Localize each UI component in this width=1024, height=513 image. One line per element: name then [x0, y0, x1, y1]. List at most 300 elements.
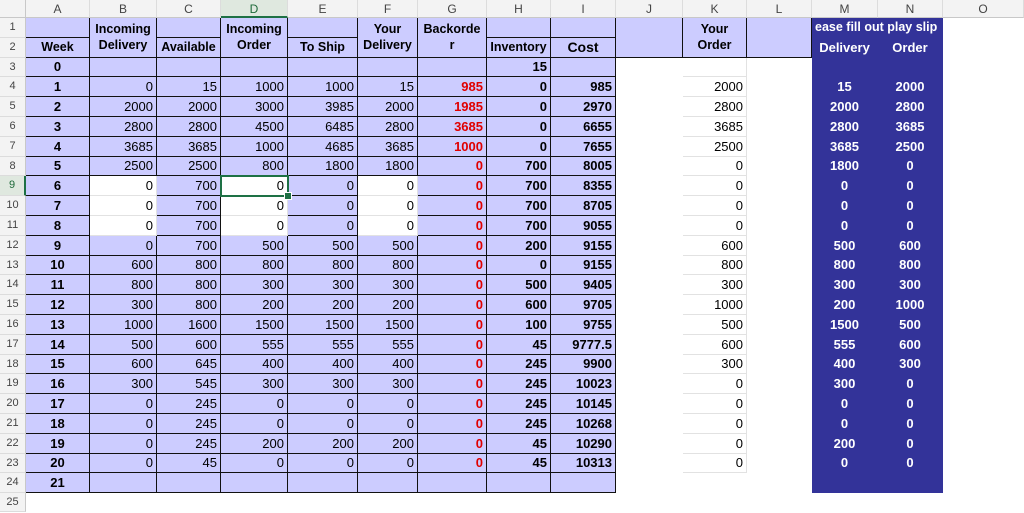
cell-your-delivery-wk14[interactable]: 555 — [358, 335, 418, 355]
cell-incoming-delivery-wk13[interactable]: 1000 — [90, 315, 157, 335]
cell-incoming-delivery-wk10[interactable]: 600 — [90, 256, 157, 276]
cell-incoming-delivery-wk3[interactable]: 2800 — [90, 117, 157, 137]
cell-inventory-wk10[interactable]: 0 — [487, 256, 551, 276]
cell-week-2[interactable]: 2 — [26, 97, 90, 117]
cell-incoming-delivery-wk9[interactable]: 0 — [90, 236, 157, 256]
cell-incoming-order-wk17[interactable]: 0 — [221, 394, 288, 414]
header-inventory[interactable]: Inventory — [487, 38, 551, 58]
cell-incoming-delivery-wk8[interactable]: 0 — [90, 216, 157, 236]
cell-incoming-order-wk1[interactable]: 1000 — [221, 77, 288, 97]
cell-week-1[interactable]: 1 — [26, 77, 90, 97]
cell-cost-wk2[interactable]: 2970 — [551, 97, 616, 117]
cell-inventory-wk7[interactable]: 700 — [487, 196, 551, 216]
cell-backorder-wk14[interactable]: 0 — [418, 335, 487, 355]
cell-available-wk16[interactable]: 545 — [157, 374, 221, 394]
row-header-18[interactable]: 18 — [0, 355, 26, 375]
cell-your-delivery-wk18[interactable]: 0 — [358, 414, 418, 434]
cell-cost-wk16[interactable]: 10023 — [551, 374, 616, 394]
cell-available-wk10[interactable]: 800 — [157, 256, 221, 276]
cell-to-ship-wk5[interactable]: 1800 — [288, 157, 358, 177]
cell-slip-delivery-wk20[interactable]: 0 — [812, 454, 878, 474]
row-header-20[interactable]: 20 — [0, 394, 26, 414]
cell-incoming-delivery-wk18[interactable]: 0 — [90, 414, 157, 434]
cell-slip-delivery-wk4[interactable]: 3685 — [812, 137, 878, 157]
cell-your-order-wk12[interactable]: 1000 — [683, 295, 747, 315]
cell-backorder-wk2[interactable]: 1985 — [418, 97, 487, 117]
cell-to-ship-wk16[interactable]: 300 — [288, 374, 358, 394]
cell-inventory-wk9[interactable]: 200 — [487, 236, 551, 256]
cell-r3-c6[interactable] — [418, 58, 487, 78]
cell-slip-order-wk8[interactable]: 0 — [878, 216, 943, 236]
cell-inventory-wk18[interactable]: 245 — [487, 414, 551, 434]
cell-r3-slip-order[interactable] — [878, 58, 943, 78]
cell-available-wk13[interactable]: 1600 — [157, 315, 221, 335]
cell-cost-wk10[interactable]: 9155 — [551, 256, 616, 276]
cell-slip-delivery-wk15[interactable]: 400 — [812, 355, 878, 375]
cell-incoming-delivery-wk6[interactable]: 0 — [90, 176, 157, 196]
cell-inventory-wk6[interactable]: 700 — [487, 176, 551, 196]
cell-backorder-wk19[interactable]: 0 — [418, 434, 487, 454]
cell-incoming-order-wk2[interactable]: 3000 — [221, 97, 288, 117]
cell-available-wk17[interactable]: 245 — [157, 394, 221, 414]
cell-your-delivery-wk19[interactable]: 200 — [358, 434, 418, 454]
cell-available-wk2[interactable]: 2000 — [157, 97, 221, 117]
column-header-h[interactable]: H — [487, 0, 551, 18]
header-available[interactable]: Available — [157, 38, 221, 58]
cell-incoming-delivery-wk12[interactable]: 300 — [90, 295, 157, 315]
cell-slip-order-wk19[interactable]: 0 — [878, 434, 943, 454]
cell-r24-slip-delivery[interactable] — [812, 473, 878, 493]
cell-cost-wk19[interactable]: 10290 — [551, 434, 616, 454]
cell-week-19[interactable]: 19 — [26, 434, 90, 454]
cell-your-order-wk15[interactable]: 300 — [683, 355, 747, 375]
cell-r24-c2[interactable] — [157, 473, 221, 493]
row-header-5[interactable]: 5 — [0, 97, 26, 117]
cell-backorder-wk7[interactable]: 0 — [418, 196, 487, 216]
cell-your-delivery-wk1[interactable]: 15 — [358, 77, 418, 97]
cell-to-ship-wk14[interactable]: 555 — [288, 335, 358, 355]
column-header-o[interactable]: O — [943, 0, 1024, 18]
fill-handle[interactable] — [284, 192, 292, 200]
cell-your-order-wk17[interactable]: 0 — [683, 394, 747, 414]
cell-incoming-order-wk18[interactable]: 0 — [221, 414, 288, 434]
cell-slip-delivery-wk6[interactable]: 0 — [812, 176, 878, 196]
cell-to-ship-wk6[interactable]: 0 — [288, 176, 358, 196]
cell-r24-c8[interactable] — [551, 473, 616, 493]
cell-backorder-wk6[interactable]: 0 — [418, 176, 487, 196]
cell-available-wk1[interactable]: 15 — [157, 77, 221, 97]
cell-slip-delivery-wk10[interactable]: 800 — [812, 256, 878, 276]
cell-incoming-order-wk5[interactable]: 800 — [221, 157, 288, 177]
cell-your-order-wk16[interactable]: 0 — [683, 374, 747, 394]
column-header-c[interactable]: C — [157, 0, 221, 18]
column-header-l[interactable]: L — [747, 0, 812, 18]
cell-your-delivery-wk6[interactable]: 0 — [358, 176, 418, 196]
cell-your-delivery-wk12[interactable]: 200 — [358, 295, 418, 315]
select-all-corner[interactable] — [0, 0, 26, 18]
cell-cost-wk17[interactable]: 10145 — [551, 394, 616, 414]
cell-backorder-wk20[interactable]: 0 — [418, 454, 487, 474]
cell-incoming-order-wk4[interactable]: 1000 — [221, 137, 288, 157]
cell-to-ship-wk7[interactable]: 0 — [288, 196, 358, 216]
cell-inventory-wk15[interactable]: 245 — [487, 355, 551, 375]
cell-your-order-wk19[interactable]: 0 — [683, 434, 747, 454]
cell-incoming-delivery-wk14[interactable]: 500 — [90, 335, 157, 355]
cell-slip-order-wk6[interactable]: 0 — [878, 176, 943, 196]
cell-to-ship-wk3[interactable]: 6485 — [288, 117, 358, 137]
row-header-9[interactable]: 9 — [0, 176, 26, 196]
cell-inventory-wk3[interactable]: 0 — [487, 117, 551, 137]
row-header-1[interactable]: 1 — [0, 18, 26, 38]
row-header-2[interactable]: 2 — [0, 38, 26, 58]
cell-slip-delivery-wk8[interactable]: 0 — [812, 216, 878, 236]
cell-your-order-wk6[interactable]: 0 — [683, 176, 747, 196]
header-slip-delivery[interactable]: Delivery — [812, 38, 878, 58]
cell-r24-slip-order[interactable] — [878, 473, 943, 493]
cell-slip-order-wk4[interactable]: 2500 — [878, 137, 943, 157]
column-header-a[interactable]: A — [26, 0, 90, 18]
cell-r24-c6[interactable] — [418, 473, 487, 493]
cell-slip-delivery-wk18[interactable]: 0 — [812, 414, 878, 434]
row-header-23[interactable]: 23 — [0, 454, 26, 474]
cell-slip-order-wk14[interactable]: 600 — [878, 335, 943, 355]
cell-available-wk7[interactable]: 700 — [157, 196, 221, 216]
header-week[interactable]: Week — [26, 38, 90, 58]
cell-inventory-wk1[interactable]: 0 — [487, 77, 551, 97]
cell-cost-wk14[interactable]: 9777.5 — [551, 335, 616, 355]
header-your-delivery[interactable] — [358, 18, 418, 58]
cell-available-wk6[interactable]: 700 — [157, 176, 221, 196]
cell-inventory-wk20[interactable]: 45 — [487, 454, 551, 474]
row-header-15[interactable]: 15 — [0, 295, 26, 315]
cell-c1[interactable] — [157, 18, 221, 38]
cell-available-wk20[interactable]: 45 — [157, 454, 221, 474]
cell-slip-order-wk10[interactable]: 800 — [878, 256, 943, 276]
cell-week-14[interactable]: 14 — [26, 335, 90, 355]
cell-your-delivery-wk15[interactable]: 400 — [358, 355, 418, 375]
cell-slip-delivery-wk13[interactable]: 1500 — [812, 315, 878, 335]
row-header-11[interactable]: 11 — [0, 216, 26, 236]
cell-r3-c4[interactable] — [288, 58, 358, 78]
cell-cost-wk9[interactable]: 9155 — [551, 236, 616, 256]
header-play-slip-title[interactable]: ease fill out play slip — [812, 18, 943, 38]
cell-to-ship-wk13[interactable]: 1500 — [288, 315, 358, 335]
cell-cost-wk8[interactable]: 9055 — [551, 216, 616, 236]
cell-your-delivery-wk11[interactable]: 300 — [358, 275, 418, 295]
cell-incoming-order-wk6[interactable]: 0 — [221, 176, 288, 196]
cell-cost-wk12[interactable]: 9705 — [551, 295, 616, 315]
cell-to-ship-wk20[interactable]: 0 — [288, 454, 358, 474]
column-header-g[interactable]: G — [418, 0, 487, 18]
cell-cost-wk11[interactable]: 9405 — [551, 275, 616, 295]
row-header-22[interactable]: 22 — [0, 434, 26, 454]
cell-h1[interactable] — [487, 18, 551, 38]
cell-slip-delivery-wk3[interactable]: 2800 — [812, 117, 878, 137]
cell-week-4[interactable]: 4 — [26, 137, 90, 157]
cell-i1[interactable] — [551, 18, 616, 38]
cell-week-6[interactable]: 6 — [26, 176, 90, 196]
cell-your-order-wk9[interactable]: 600 — [683, 236, 747, 256]
header-incoming-order[interactable] — [221, 18, 288, 58]
cell-cost-wk15[interactable]: 9900 — [551, 355, 616, 375]
cell-your-delivery-wk4[interactable]: 3685 — [358, 137, 418, 157]
row-header-21[interactable]: 21 — [0, 414, 26, 434]
cell-l1[interactable] — [747, 18, 812, 58]
row-header-24[interactable]: 24 — [0, 473, 26, 493]
cell-your-delivery-wk7[interactable]: 0 — [358, 196, 418, 216]
cell-incoming-delivery-wk11[interactable]: 800 — [90, 275, 157, 295]
cell-slip-order-wk5[interactable]: 0 — [878, 157, 943, 177]
cell-your-order-wk7[interactable]: 0 — [683, 196, 747, 216]
cell-slip-order-wk16[interactable]: 0 — [878, 374, 943, 394]
cell-backorder-wk10[interactable]: 0 — [418, 256, 487, 276]
cell-to-ship-wk11[interactable]: 300 — [288, 275, 358, 295]
cell-backorder-wk16[interactable]: 0 — [418, 374, 487, 394]
cell-incoming-delivery-wk2[interactable]: 2000 — [90, 97, 157, 117]
cell-incoming-delivery-wk17[interactable]: 0 — [90, 394, 157, 414]
cell-your-order-wk18[interactable]: 0 — [683, 414, 747, 434]
cell-incoming-delivery-wk15[interactable]: 600 — [90, 355, 157, 375]
row-header-6[interactable]: 6 — [0, 117, 26, 137]
cell-incoming-order-wk20[interactable]: 0 — [221, 454, 288, 474]
cell-your-order-wk8[interactable]: 0 — [683, 216, 747, 236]
cell-inventory-wk17[interactable]: 245 — [487, 394, 551, 414]
cell-incoming-order-wk8[interactable]: 0 — [221, 216, 288, 236]
cell-available-wk3[interactable]: 2800 — [157, 117, 221, 137]
cell-r24-c1[interactable] — [90, 473, 157, 493]
cell-your-delivery-wk10[interactable]: 800 — [358, 256, 418, 276]
cell-incoming-order-wk13[interactable]: 1500 — [221, 315, 288, 335]
cell-incoming-order-wk11[interactable]: 300 — [221, 275, 288, 295]
cell-slip-order-wk3[interactable]: 3685 — [878, 117, 943, 137]
cell-your-order-wk11[interactable]: 300 — [683, 275, 747, 295]
row-header-16[interactable]: 16 — [0, 315, 26, 335]
header-to-ship[interactable]: To Ship — [288, 38, 358, 58]
cell-inventory-wk12[interactable]: 600 — [487, 295, 551, 315]
cell-backorder-wk3[interactable]: 3685 — [418, 117, 487, 137]
cell-week-17[interactable]: 17 — [26, 394, 90, 414]
cell-backorder-wk17[interactable]: 0 — [418, 394, 487, 414]
cell-inventory-wk8[interactable]: 700 — [487, 216, 551, 236]
cell-available-wk5[interactable]: 2500 — [157, 157, 221, 177]
cell-inventory-wk11[interactable]: 500 — [487, 275, 551, 295]
cell-backorder-wk18[interactable]: 0 — [418, 414, 487, 434]
cell-slip-order-wk12[interactable]: 1000 — [878, 295, 943, 315]
cell-your-order-wk13[interactable]: 500 — [683, 315, 747, 335]
row-header-7[interactable]: 7 — [0, 137, 26, 157]
cell-available-wk4[interactable]: 3685 — [157, 137, 221, 157]
cell-slip-delivery-wk11[interactable]: 300 — [812, 275, 878, 295]
cell-incoming-order-wk3[interactable]: 4500 — [221, 117, 288, 137]
cell-backorder-wk8[interactable]: 0 — [418, 216, 487, 236]
row-header-3[interactable]: 3 — [0, 58, 26, 78]
cell-cost-wk13[interactable]: 9755 — [551, 315, 616, 335]
row-header-8[interactable]: 8 — [0, 157, 26, 177]
cell-slip-order-wk7[interactable]: 0 — [878, 196, 943, 216]
cell-to-ship-wk9[interactable]: 500 — [288, 236, 358, 256]
cell-j1[interactable] — [616, 18, 683, 58]
column-header-f[interactable]: F — [358, 0, 418, 18]
row-header-4[interactable]: 4 — [0, 77, 26, 97]
cell-inventory-wk13[interactable]: 100 — [487, 315, 551, 335]
cell-week-9[interactable]: 9 — [26, 236, 90, 256]
row-header-25[interactable]: 25 — [0, 493, 26, 512]
cell-to-ship-wk15[interactable]: 400 — [288, 355, 358, 375]
cell-r3-c3[interactable] — [221, 58, 288, 78]
cell-r24-c5[interactable] — [358, 473, 418, 493]
cell-incoming-delivery-wk5[interactable]: 2500 — [90, 157, 157, 177]
cell-your-delivery-wk9[interactable]: 500 — [358, 236, 418, 256]
cell-available-wk19[interactable]: 245 — [157, 434, 221, 454]
cell-r24-c7[interactable] — [487, 473, 551, 493]
cell-backorder-wk13[interactable]: 0 — [418, 315, 487, 335]
cell-slip-order-wk18[interactable]: 0 — [878, 414, 943, 434]
cell-incoming-order-wk10[interactable]: 800 — [221, 256, 288, 276]
cell-to-ship-wk17[interactable]: 0 — [288, 394, 358, 414]
cell-slip-delivery-wk5[interactable]: 1800 — [812, 157, 878, 177]
cell-to-ship-wk18[interactable]: 0 — [288, 414, 358, 434]
column-header-j[interactable]: J — [616, 0, 683, 18]
cell-week-16[interactable]: 16 — [26, 374, 90, 394]
cell-r24-c3[interactable] — [221, 473, 288, 493]
cell-your-delivery-wk8[interactable]: 0 — [358, 216, 418, 236]
cell-week-0[interactable]: 0 — [26, 58, 90, 78]
cell-inventory-wk4[interactable]: 0 — [487, 137, 551, 157]
cell-inventory-wk2[interactable]: 0 — [487, 97, 551, 117]
column-header-d[interactable]: D — [221, 0, 288, 18]
cell-r3-your-order[interactable] — [683, 58, 747, 78]
cell-backorder-wk15[interactable]: 0 — [418, 355, 487, 375]
row-header-13[interactable]: 13 — [0, 256, 26, 276]
cell-incoming-order-wk19[interactable]: 200 — [221, 434, 288, 454]
cell-slip-delivery-wk17[interactable]: 0 — [812, 394, 878, 414]
cell-slip-order-wk13[interactable]: 500 — [878, 315, 943, 335]
cell-incoming-order-wk14[interactable]: 555 — [221, 335, 288, 355]
cell-your-order-wk3[interactable]: 3685 — [683, 117, 747, 137]
cell-your-delivery-wk17[interactable]: 0 — [358, 394, 418, 414]
cell-week-15[interactable]: 15 — [26, 355, 90, 375]
cell-backorder-wk4[interactable]: 1000 — [418, 137, 487, 157]
cell-slip-delivery-wk9[interactable]: 500 — [812, 236, 878, 256]
cell-cost-wk6[interactable]: 8355 — [551, 176, 616, 196]
cell-slip-delivery-wk14[interactable]: 555 — [812, 335, 878, 355]
cell-cost-wk3[interactable]: 6655 — [551, 117, 616, 137]
cell-incoming-delivery-wk4[interactable]: 3685 — [90, 137, 157, 157]
cell-to-ship-wk4[interactable]: 4685 — [288, 137, 358, 157]
cell-slip-order-wk2[interactable]: 2800 — [878, 97, 943, 117]
cell-incoming-delivery-wk20[interactable]: 0 — [90, 454, 157, 474]
cell-incoming-order-wk9[interactable]: 500 — [221, 236, 288, 256]
cell-a1[interactable] — [26, 18, 90, 38]
cell-to-ship-wk10[interactable]: 800 — [288, 256, 358, 276]
column-header-i[interactable]: I — [551, 0, 616, 18]
column-header-n[interactable]: N — [878, 0, 943, 18]
cell-backorder-wk5[interactable]: 0 — [418, 157, 487, 177]
cell-available-wk12[interactable]: 800 — [157, 295, 221, 315]
cell-to-ship-wk12[interactable]: 200 — [288, 295, 358, 315]
cell-to-ship-wk2[interactable]: 3985 — [288, 97, 358, 117]
cell-available-wk14[interactable]: 600 — [157, 335, 221, 355]
cell-week-11[interactable]: 11 — [26, 275, 90, 295]
cell-week-7[interactable]: 7 — [26, 196, 90, 216]
cell-your-delivery-wk5[interactable]: 1800 — [358, 157, 418, 177]
cell-week-3[interactable]: 3 — [26, 117, 90, 137]
cell-cost-wk5[interactable]: 8005 — [551, 157, 616, 177]
cell-your-order-wk14[interactable]: 600 — [683, 335, 747, 355]
header-your-order[interactable] — [683, 18, 747, 58]
cell-your-delivery-wk20[interactable]: 0 — [358, 454, 418, 474]
header-backorder[interactable] — [418, 18, 487, 58]
row-header-10[interactable]: 10 — [0, 196, 26, 216]
cell-week-18[interactable]: 18 — [26, 414, 90, 434]
cell-week-8[interactable]: 8 — [26, 216, 90, 236]
cell-slip-order-wk1[interactable]: 2000 — [878, 77, 943, 97]
cell-inventory-wk19[interactable]: 45 — [487, 434, 551, 454]
cell-week-5[interactable]: 5 — [26, 157, 90, 177]
cell-slip-delivery-wk19[interactable]: 200 — [812, 434, 878, 454]
header-incoming-delivery[interactable] — [90, 18, 157, 58]
cell-to-ship-wk19[interactable]: 200 — [288, 434, 358, 454]
cell-week-13[interactable]: 13 — [26, 315, 90, 335]
row-header-17[interactable]: 17 — [0, 335, 26, 355]
cell-to-ship-wk1[interactable]: 1000 — [288, 77, 358, 97]
cell-your-delivery-wk3[interactable]: 2800 — [358, 117, 418, 137]
cell-incoming-delivery-wk7[interactable]: 0 — [90, 196, 157, 216]
cell-r3-cost[interactable] — [551, 58, 616, 78]
cell-slip-order-wk20[interactable]: 0 — [878, 454, 943, 474]
cell-r3-slip-delivery[interactable] — [812, 58, 878, 78]
cell-week-20[interactable]: 20 — [26, 454, 90, 474]
cell-backorder-wk11[interactable]: 0 — [418, 275, 487, 295]
cell-inventory-wk5[interactable]: 700 — [487, 157, 551, 177]
cell-incoming-order-wk16[interactable]: 300 — [221, 374, 288, 394]
cell-incoming-delivery-wk16[interactable]: 300 — [90, 374, 157, 394]
cell-your-order-wk1[interactable]: 2000 — [683, 77, 747, 97]
cell-backorder-wk9[interactable]: 0 — [418, 236, 487, 256]
cell-your-order-wk20[interactable]: 0 — [683, 454, 747, 474]
cell-inventory-start[interactable]: 15 — [487, 58, 551, 78]
row-header-19[interactable]: 19 — [0, 374, 26, 394]
cell-cost-wk20[interactable]: 10313 — [551, 454, 616, 474]
cell-slip-delivery-wk12[interactable]: 200 — [812, 295, 878, 315]
cell-e1[interactable] — [288, 18, 358, 38]
row-header-14[interactable]: 14 — [0, 275, 26, 295]
cell-available-wk8[interactable]: 700 — [157, 216, 221, 236]
cell-slip-order-wk11[interactable]: 300 — [878, 275, 943, 295]
cell-inventory-wk16[interactable]: 245 — [487, 374, 551, 394]
header-slip-order[interactable]: Order — [878, 38, 943, 58]
cell-week-12[interactable]: 12 — [26, 295, 90, 315]
cell-slip-delivery-wk1[interactable]: 15 — [812, 77, 878, 97]
header-cost[interactable]: Cost — [551, 38, 616, 58]
cell-week-10[interactable]: 10 — [26, 256, 90, 276]
cell-slip-order-wk17[interactable]: 0 — [878, 394, 943, 414]
cell-week-21[interactable]: 21 — [26, 473, 90, 493]
cell-backorder-wk1[interactable]: 985 — [418, 77, 487, 97]
cell-available-wk15[interactable]: 645 — [157, 355, 221, 375]
cell-cost-wk18[interactable]: 10268 — [551, 414, 616, 434]
column-header-k[interactable]: K — [683, 0, 747, 18]
cell-your-delivery-wk13[interactable]: 1500 — [358, 315, 418, 335]
cell-your-order-wk5[interactable]: 0 — [683, 157, 747, 177]
cell-r3-c1[interactable] — [90, 58, 157, 78]
cell-slip-order-wk15[interactable]: 300 — [878, 355, 943, 375]
cell-your-order-wk10[interactable]: 800 — [683, 256, 747, 276]
cell-your-order-wk2[interactable]: 2800 — [683, 97, 747, 117]
cell-your-delivery-wk16[interactable]: 300 — [358, 374, 418, 394]
cell-incoming-delivery-wk1[interactable]: 0 — [90, 77, 157, 97]
cell-incoming-order-wk7[interactable]: 0 — [221, 196, 288, 216]
